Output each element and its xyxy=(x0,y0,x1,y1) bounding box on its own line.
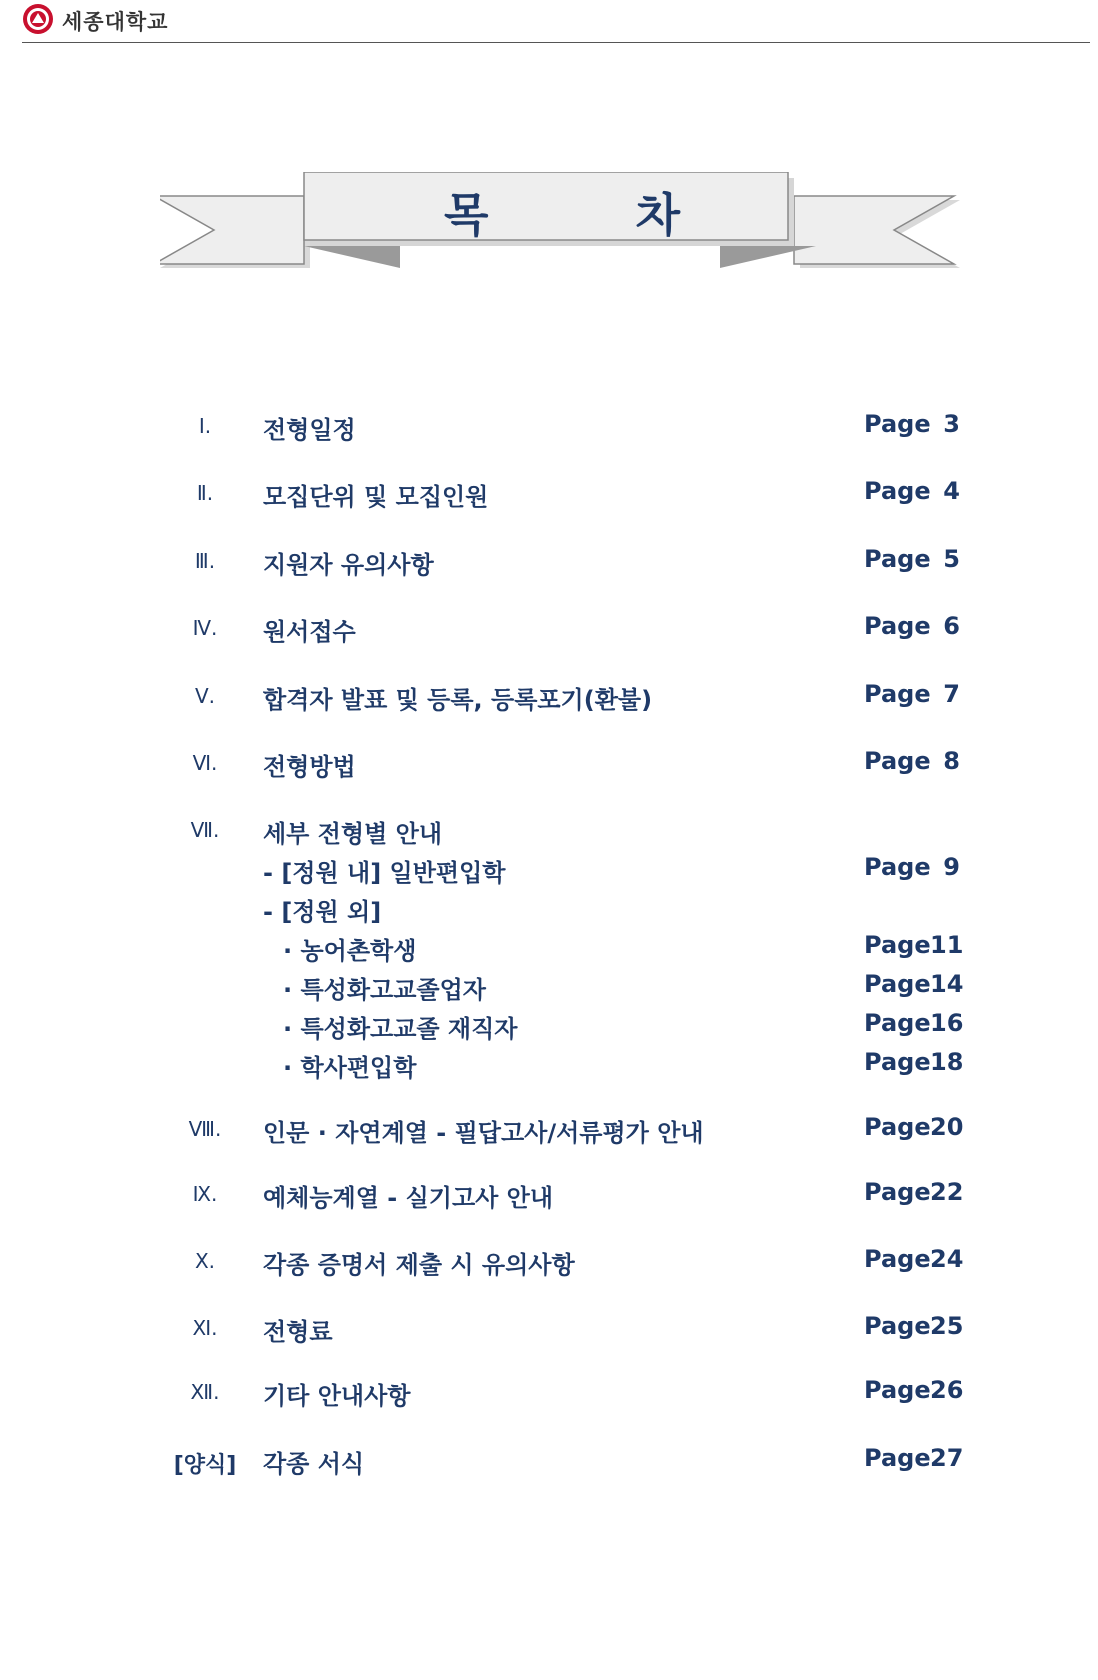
university-name: 세종대학교 xyxy=(62,10,169,34)
page-number: 9 xyxy=(943,853,960,881)
page-label: Page xyxy=(864,1113,931,1141)
page-label: Page xyxy=(864,1444,931,1472)
page-label: Page xyxy=(864,1312,931,1340)
page-label: Page xyxy=(864,680,931,708)
toc-subsubentry[interactable] xyxy=(0,1009,1098,1045)
page-label: Page xyxy=(864,747,931,775)
page-label: Page xyxy=(864,545,931,573)
toc-entry-number: Ⅻ. xyxy=(190,1380,220,1404)
page-number: 25 xyxy=(930,1312,964,1340)
page-number: 22 xyxy=(930,1178,964,1206)
page-number: 14 xyxy=(930,970,964,998)
page-header xyxy=(22,0,1090,43)
toc-entry[interactable] xyxy=(0,1312,1098,1348)
toc-entry[interactable] xyxy=(0,1113,1098,1149)
toc-entry[interactable] xyxy=(0,747,1098,783)
page-label: Page xyxy=(864,931,931,959)
page-number: 27 xyxy=(930,1444,964,1472)
toc-entry-title: 지원자 유의사항 xyxy=(263,551,434,579)
toc-entry-title: 원서접수 xyxy=(263,618,356,646)
toc-entry-title: - [정원 내] 일반편입학 xyxy=(263,859,506,887)
toc-entry[interactable] xyxy=(0,545,1098,581)
toc-entry-number: Ⅰ. xyxy=(198,414,212,438)
page-number: 6 xyxy=(943,612,960,640)
page-label: Page xyxy=(864,1048,931,1076)
toc-entry-title: 전형방법 xyxy=(263,753,356,781)
toc-entry[interactable] xyxy=(0,612,1098,648)
page-label: Page xyxy=(864,612,931,640)
toc-entry-number: Ⅳ. xyxy=(192,616,218,640)
toc-entry-title: 각종 서식 xyxy=(263,1450,365,1478)
page-number: 5 xyxy=(943,545,960,573)
toc-entry-number: Ⅷ. xyxy=(188,1117,222,1141)
page-label: Page xyxy=(864,1009,931,1037)
page-number: 24 xyxy=(930,1245,964,1273)
toc-entry-number: [양식] xyxy=(173,1453,237,1478)
toc-entry-number: Ⅴ. xyxy=(194,684,216,708)
page-number: 3 xyxy=(943,410,960,438)
toc-entry-number: Ⅲ. xyxy=(194,549,216,573)
toc-entry-title: 기타 안내사항 xyxy=(263,1382,411,1410)
page-label: Page xyxy=(864,1245,931,1273)
toc-entry-title: · 특성화고교졸 재직자 xyxy=(283,1015,518,1043)
page-label: Page xyxy=(864,477,931,505)
page-number: 8 xyxy=(943,747,960,775)
toc-entry[interactable] xyxy=(0,1178,1098,1214)
page-label: Page xyxy=(864,1376,931,1404)
toc-entry-title: 모집단위 및 모집인원 xyxy=(263,483,489,511)
page-number: 20 xyxy=(930,1113,964,1141)
toc-entry-title: - [정원 외] xyxy=(263,898,382,926)
toc-entry[interactable] xyxy=(0,1245,1098,1281)
page-number: 4 xyxy=(943,477,960,505)
toc-entry-title: 각종 증명서 제출 시 유의사항 xyxy=(263,1251,575,1279)
page-number: 18 xyxy=(930,1048,964,1076)
toc-heading-char-2: 차 xyxy=(635,188,682,242)
toc-entry[interactable] xyxy=(0,814,1098,850)
toc-entry-title: 예체능계열 - 실기고사 안내 xyxy=(263,1184,554,1212)
toc-entry[interactable] xyxy=(0,1376,1098,1412)
toc-subsubentry[interactable] xyxy=(0,931,1098,967)
page-number: 7 xyxy=(943,680,960,708)
toc-entry-title: · 농어촌학생 xyxy=(283,937,417,965)
toc-entry-number: Ⅺ. xyxy=(192,1316,218,1340)
page-number: 26 xyxy=(930,1376,964,1404)
toc-entry-title: · 학사편입학 xyxy=(283,1054,417,1082)
page-label: Page xyxy=(864,853,931,881)
toc-entry-number: Ⅵ. xyxy=(192,751,218,775)
toc-entry-title: 전형일정 xyxy=(263,416,356,444)
toc-entry-number: Ⅱ. xyxy=(196,481,214,505)
toc-heading xyxy=(324,178,802,246)
toc-entry-number: Ⅹ. xyxy=(194,1249,216,1273)
toc-subentry[interactable] xyxy=(0,853,1098,889)
page-number: 11 xyxy=(930,931,964,959)
toc-entry-title: · 특성화고교졸업자 xyxy=(283,976,486,1004)
toc-subentry xyxy=(0,892,1098,928)
toc-entry-title: 전형료 xyxy=(263,1318,333,1346)
toc-subsubentry[interactable] xyxy=(0,1048,1098,1084)
page-label: Page xyxy=(864,410,931,438)
toc-entry-number: Ⅸ. xyxy=(192,1182,218,1206)
toc-entry[interactable] xyxy=(0,680,1098,716)
toc-entry[interactable] xyxy=(0,1444,1098,1480)
page-label: Page xyxy=(864,970,931,998)
toc-subsubentry[interactable] xyxy=(0,970,1098,1006)
page-number: 16 xyxy=(930,1009,964,1037)
page-label: Page xyxy=(864,1178,931,1206)
toc-heading-char-1: 목 xyxy=(444,188,491,242)
university-seal-icon xyxy=(22,3,54,35)
toc-entry[interactable] xyxy=(0,410,1098,446)
toc-entry[interactable] xyxy=(0,477,1098,513)
toc-entry-number: Ⅶ. xyxy=(190,818,220,842)
toc-entry-title: 합격자 발표 및 등록, 등록포기(환불) xyxy=(263,686,653,714)
toc-entry-title: 인문 · 자연계열 - 필답고사/서류평가 안내 xyxy=(263,1119,704,1147)
toc-entry-title: 세부 전형별 안내 xyxy=(263,820,442,848)
